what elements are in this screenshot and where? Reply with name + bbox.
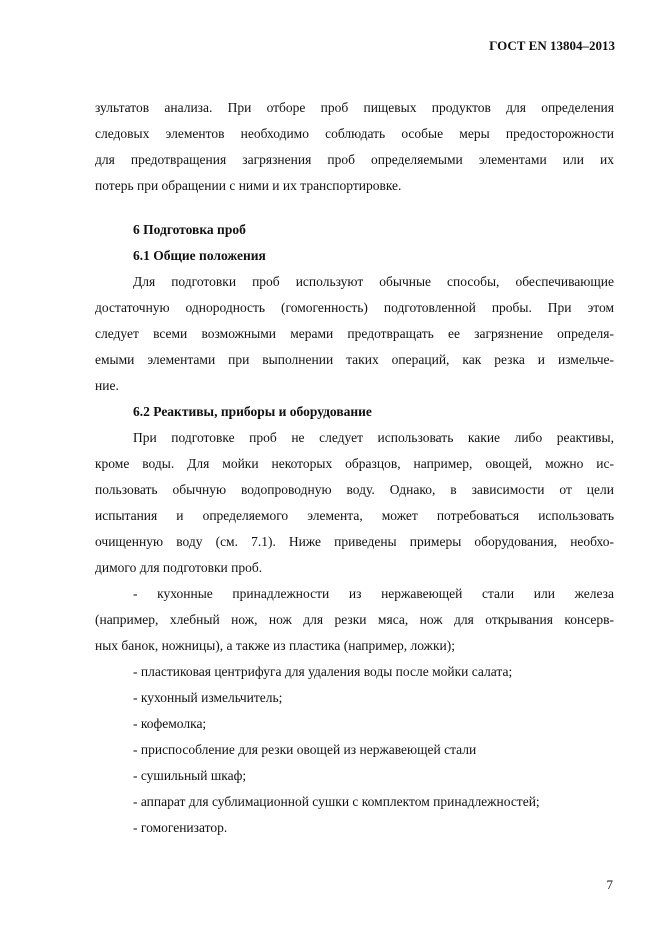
text-line: достаточную однородность (гомогенность) подготовленной пробы. При этом [95, 300, 614, 315]
text-line: димого для подготовки проб. [95, 560, 263, 575]
text-line: следует всеми возможными мерами предотвращать ее загрязнение определя- [95, 326, 614, 341]
list-item: - гомогенизатор. [133, 820, 228, 835]
list-item: - пластиковая центрифуга для удаления воды после мойки салата; [133, 664, 513, 679]
list-item: - кухонный измельчитель; [133, 690, 283, 705]
text-line: емыми элементами при выполнении таких операций, как резка и измельче- [95, 352, 614, 367]
text-line: кроме воды. Для мойки некоторых образцов, например, овощей, можно ис- [95, 456, 614, 471]
text-line: следовых элементов необходимо соблюдать особые меры предосторожности [95, 126, 614, 141]
text-line: очищенную воду (см. 7.1). Ниже приведены примеры оборудования, необхо- [95, 534, 614, 549]
list-item-continuation: (например, хлебный нож, нож для резки мяса, нож для открывания консерв- [95, 612, 614, 627]
text-line: для предотвращения загрязнения проб определяемыми элементами или их [95, 152, 614, 167]
list-item: - сушильный шкаф; [133, 768, 247, 783]
page-body [95, 95, 614, 841]
list-item: - приспособление для резки овощей из нержавеющей стали [133, 742, 477, 757]
list-item: - аппарат для сублимационной сушки с комплектом принадлежностей; [133, 794, 540, 809]
section-heading: 6 Подготовка проб [133, 222, 246, 237]
subsection-heading: 6.1 Общие положения [133, 248, 266, 263]
document-header: ГОСТ EN 13804–2013 [489, 38, 615, 53]
subsection-heading: 6.2 Реактивы, приборы и оборудование [133, 404, 372, 419]
list-item: - кофемолка; [133, 716, 207, 731]
text-line: При подготовке проб не следует использовать какие либо реактивы, [133, 430, 614, 445]
page-number: 7 [606, 877, 613, 892]
list-item-continuation: ных банок, ножницы), а также из пластика (например, ложки); [95, 638, 456, 653]
list-item: - кухонные принадлежности из нержавеющей стали или железа [133, 586, 614, 601]
text-line: потерь при обращении с ними и их транспортировке. [95, 178, 402, 193]
text-line: зультатов анализа. При отборе проб пищевых продуктов для определения [95, 100, 614, 115]
text-line: пользовать обычную водопроводную воду. Однако, в зависимости от цели [95, 482, 614, 497]
text-line: Для подготовки проб используют обычные способы, обеспечивающие [133, 274, 614, 289]
text-line: испытания и определяемого элемента, может потребоваться использовать [95, 508, 614, 523]
text-line: ние. [95, 378, 119, 393]
